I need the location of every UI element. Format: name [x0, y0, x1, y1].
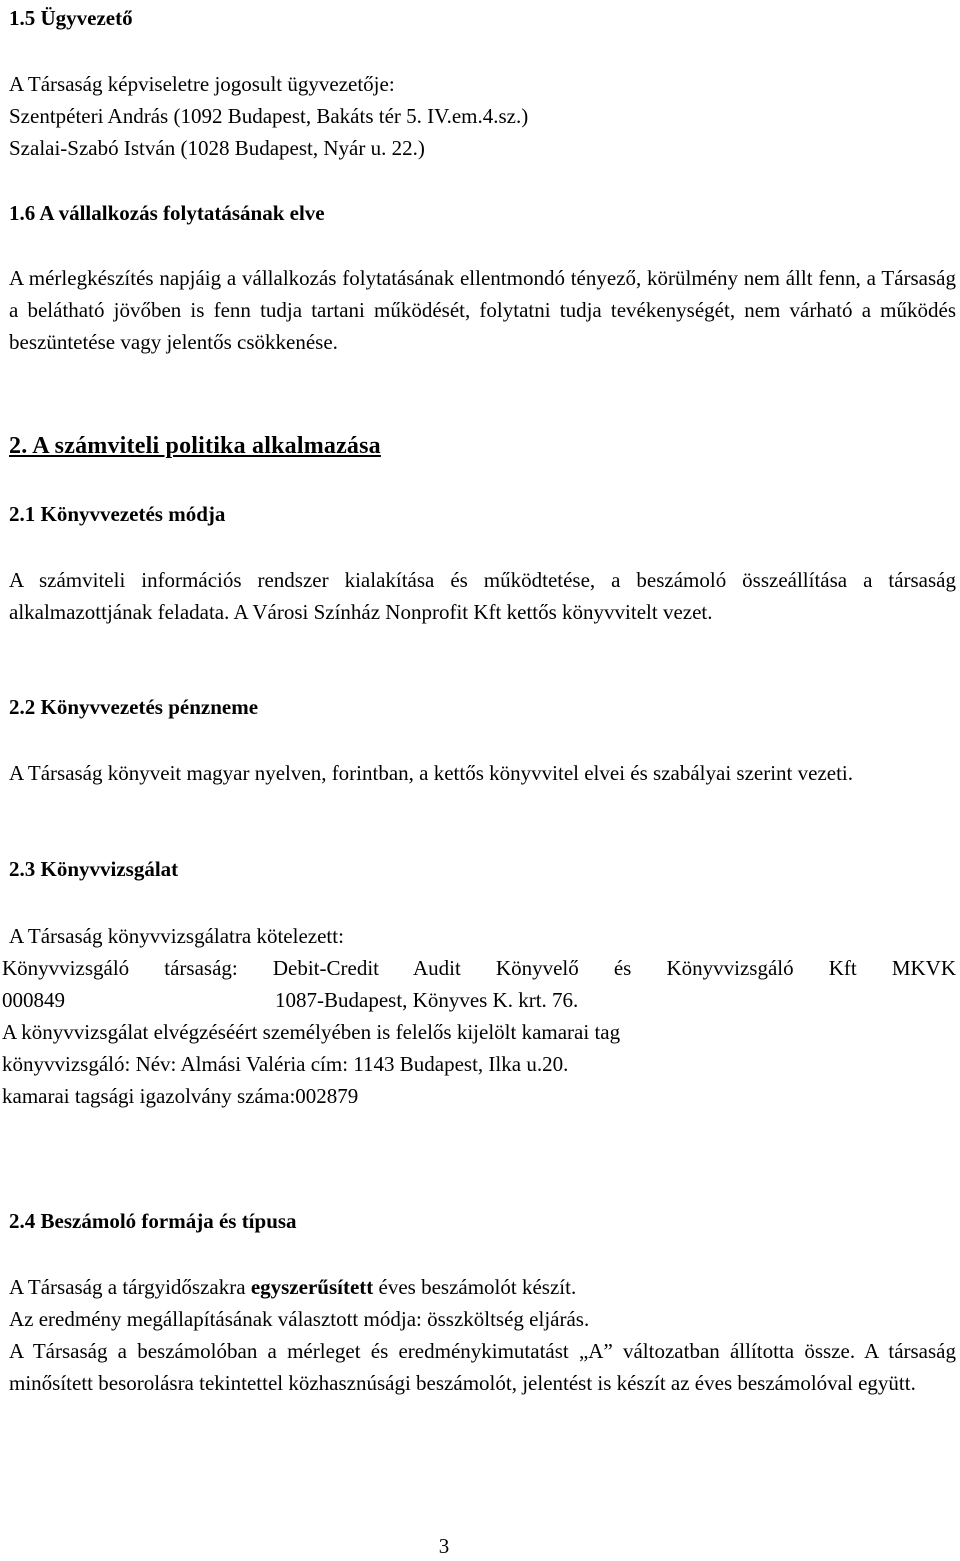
- heading-1-6: 1.6 A vállalkozás folytatásának elve: [9, 201, 325, 225]
- heading-2: 2. A számviteli politika alkalmazása: [9, 433, 381, 459]
- currency-paragraph: A Társaság könyveit magyar nyelven, forintban, a kettős könyvvitel elvei és szabályai szerint vezeti.: [9, 761, 854, 785]
- heading-2-3: 2.3 Könyvvizsgálat: [9, 857, 179, 881]
- report-form-paragraph: A Társaság a beszámolóban a mérleget és eredménykimutatást „A” változatban állította össze. A társaság minősített besorolásra tekintettel közhasznúsági beszámolót, jelentést is készít az éves beszámolóval együtt.: [9, 1339, 956, 1395]
- report-form-line-1: [9, 1271, 956, 1303]
- managers-intro: A Társaság képviseletre jogosult ügyvezetője:: [9, 72, 395, 96]
- report-form-bold: egyszerűsített: [250, 1275, 374, 1299]
- audit-firm-row: [2, 984, 956, 1016]
- audit-firm-reg: 000849: [2, 988, 65, 1012]
- audit-firm-name: Debit-Credit Audit Könyvelő és Könyvvizsgáló Kft MKVK: [272, 956, 956, 980]
- audit-responsible-line: A könyvvizsgálat elvégzéséért személyében is felelős kijelölt kamarai tag: [2, 1020, 621, 1044]
- auditor-line: könyvvizsgáló: Név: Almási Valéria cím: 1143 Budapest, Ilka u.20.: [2, 1052, 569, 1076]
- audit-intro-text: A Társaság könyvvizsgálatra kötelezett:: [9, 924, 344, 948]
- going-concern-paragraph: A mérlegkészítés napjáig a vállalkozás folytatásának ellentmondó tényező, körülmény nem állt fenn, a Társaság a belátható jövőben is fenn tudja tartani működését, folytatni tudja tevékenységét, nem várható a működés beszüntetése vagy jelentős csökkenése.: [9, 266, 956, 354]
- audit-firm-line: [2, 952, 956, 984]
- manager-2: Szalai-Szabó István (1028 Budapest, Nyár u. 22.): [9, 136, 425, 160]
- report-form-block: [9, 1271, 956, 1399]
- report-form-line-2: Az eredmény megállapításának választott módja: összköltség eljárás.: [9, 1307, 590, 1331]
- heading-1-5: 1.5 Ügyvezető: [9, 6, 133, 30]
- member-id-line: kamarai tagsági igazolvány száma:002879: [2, 1084, 359, 1108]
- heading-2-1: 2.1 Könyvvezetés módja: [9, 502, 226, 526]
- report-form-text-post: éves beszámolót készít.: [373, 1275, 577, 1299]
- audit-firm-block: [2, 952, 956, 1112]
- bookkeeping-method-paragraph: A számviteli információs rendszer kialakítása és működtetése, a beszámoló összeállítása a társaság alkalmazottjának feladata. A Városi Színház Nonprofit Kft kettős könyvvitelt vezet.: [9, 568, 956, 624]
- audit-firm-label: Könyvvizsgáló társaság:: [2, 956, 238, 980]
- manager-1: Szentpéteri András (1092 Budapest, Bakáts tér 5. IV.em.4.sz.): [9, 104, 529, 128]
- managers-block: [9, 68, 956, 164]
- heading-2-4: 2.4 Beszámoló formája és típusa: [9, 1209, 297, 1233]
- page-number: 3: [438, 1534, 450, 1558]
- heading-2-2: 2.2 Könyvvezetés pénzneme: [9, 695, 259, 719]
- audit-firm-address: 1087-Budapest, Könyves K. krt. 76.: [275, 988, 579, 1012]
- audit-intro: [9, 920, 956, 952]
- report-form-text-pre: A Társaság a tárgyidőszakra: [9, 1275, 251, 1299]
